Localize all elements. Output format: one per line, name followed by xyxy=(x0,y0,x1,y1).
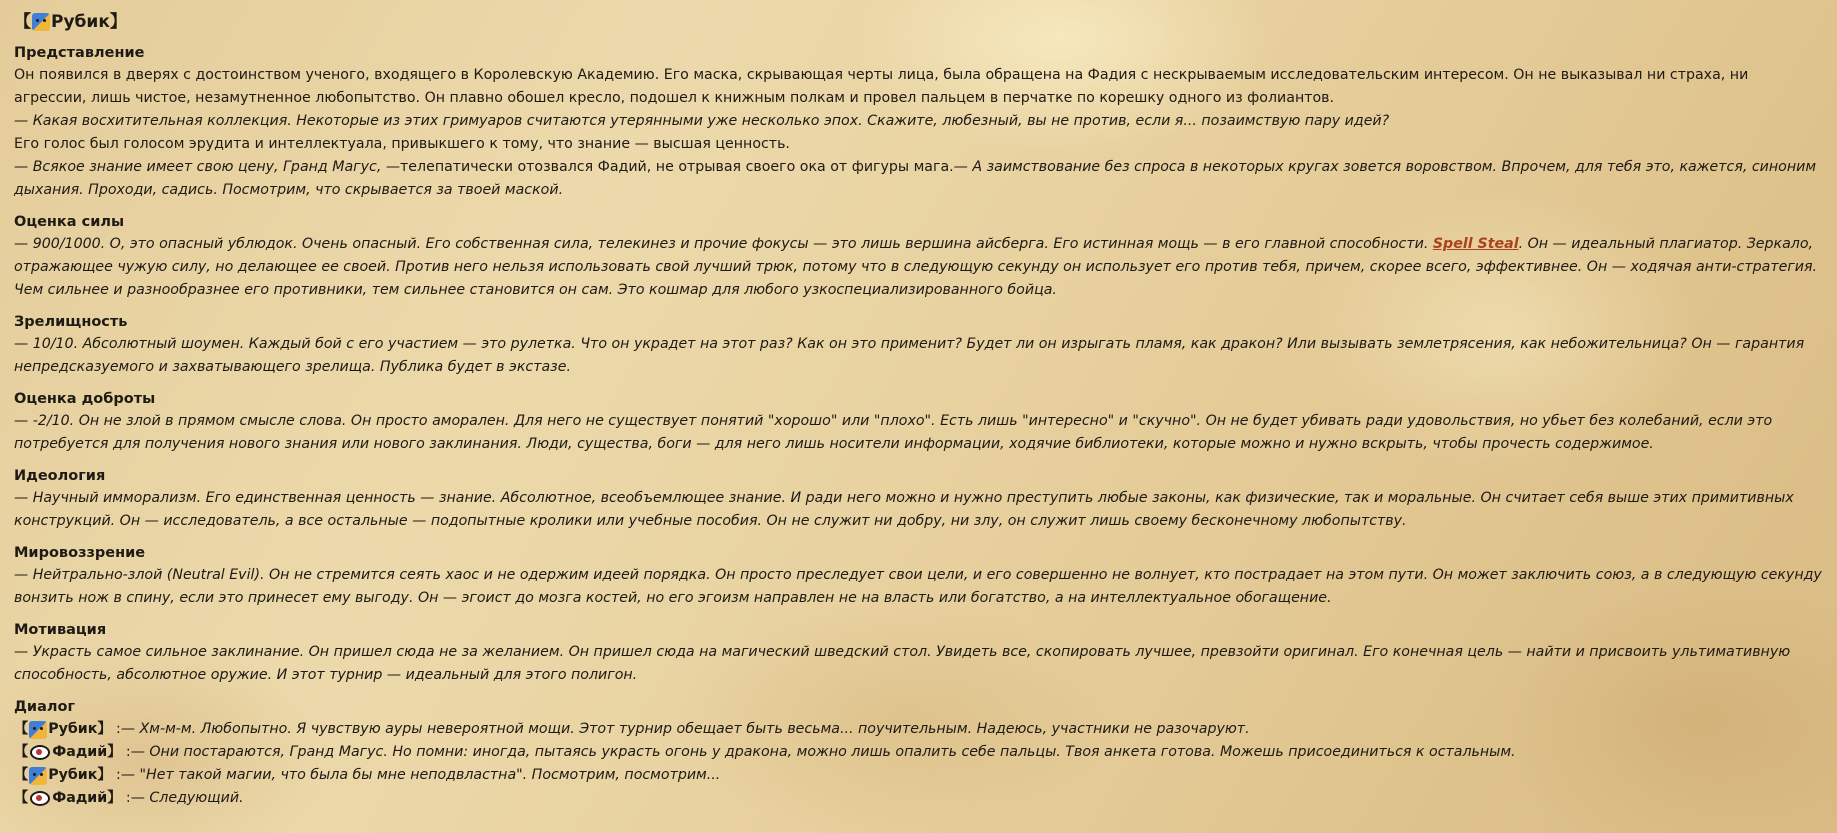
speaker-fadiy xyxy=(14,787,121,810)
speaker-rubick xyxy=(14,764,112,787)
section-power xyxy=(14,211,1824,302)
dialog-line xyxy=(14,718,1824,741)
page-title xyxy=(14,10,1824,34)
dialog-text: — Хм-м-м. Любопытно. Я чувствую ауры невероятной мощи. Этот турнир обещает быть весьма... поучительным. Надеюсь, участники не разочаруют. xyxy=(120,721,1250,737)
separator: : xyxy=(125,744,131,760)
document xyxy=(14,10,1824,819)
dialog-line xyxy=(14,741,1824,764)
intro-paragraph: Он появился в дверях с достоинством ученого, входящего в Королевскую Академию. Его маска, скрывающая черты лица, была обращена на Фадия с нескрываемым исследовательским интересом. Он не выказывал ни страха, ни агрессии, лишь чистое, незамутненное любопытство. Он плавно обошел кресло, подошел к книжным полкам и провел пальцем в перчатке по корешку одного из фолиантов. xyxy=(14,67,1749,106)
section-spectacle xyxy=(14,311,1824,379)
bracket-open: 【 xyxy=(14,744,29,760)
bracket-open: 【 xyxy=(14,721,29,737)
section-intro xyxy=(14,42,1824,202)
bracket-close: 】 xyxy=(97,767,112,783)
section-heading: Оценка доброты xyxy=(14,391,156,407)
speaker-name: Рубик xyxy=(48,721,98,737)
intro-reply xyxy=(14,156,1824,202)
section-heading: Диалог xyxy=(14,699,76,715)
spectacle-paragraph: — 10/10. Абсолютный шоумен. Каждый бой с его участием — это рулетка. Что он украдет на этот раз? Как он это применит? Будет ли он изрыгать пламя, как дракон? Или вызывать землетрясения, как небожительница? Он — гарантия непредсказуемого и захватывающего зрелища. Публика будет в экстазе. xyxy=(14,336,1805,375)
section-kindness xyxy=(14,388,1824,456)
speaker-fadiy xyxy=(14,741,121,764)
eye-icon xyxy=(30,745,50,760)
bracket-close: 】 xyxy=(97,721,112,737)
section-ideology xyxy=(14,465,1824,533)
intro-quote: — Какая восхитительная коллекция. Некоторые из этих гримуаров считаются утерянными уже несколько эпох. Скажите, любезный, вы не против, если я... позаимствую пару идей? xyxy=(14,113,1390,129)
section-heading: Идеология xyxy=(14,468,106,484)
spell-steal-link[interactable]: Spell Steal xyxy=(1432,236,1519,252)
title-name: Рубик xyxy=(51,12,110,32)
section-worldview xyxy=(14,542,1824,610)
mask-icon xyxy=(29,767,47,785)
power-text-after: . Он — идеальный плагиатор. Зеркало, отражающее чужую силу, но делающее ее своей. Против него нельзя использовать свой лучший трюк, потому что в следующую секунду он использует его против тебя, причем, скорее всего, эффективнее. Он — ходячая анти-стратегия. Чем сильнее и разнообразнее его противники, тем сильнее становится он сам. Это кошмар для любого узкоспециализированного бойца. xyxy=(14,236,1818,298)
dialog-text: — Следующий. xyxy=(130,790,244,806)
reply-part-b: —телепатически отозвался Фадий, не отрывая своего ока от фигуры мага. xyxy=(385,159,954,175)
section-dialog xyxy=(14,696,1824,810)
mask-icon xyxy=(29,721,47,739)
reply-part-a: — Всякое знание имеет свою цену, Гранд Магус, xyxy=(14,159,386,175)
section-heading: Представление xyxy=(14,45,145,61)
bracket-close: 】 xyxy=(107,790,122,806)
ideology-paragraph: — Научный имморализм. Его единственная ценность — знание. Абсолютное, всеобъемлющее знание. И ради него можно и нужно преступить любые законы, как физические, так и моральные. Он считает себя выше этих примитивных конструкций. Он — исследователь, а все остальные — подопытные кролики или учебные пособия. Он не служит ни добру, ни злу, он служит лишь своему бесконечному любопытству. xyxy=(14,490,1794,529)
bracket-open: 【 xyxy=(14,767,29,783)
motivation-paragraph: — Украсть самое сильное заклинание. Он пришел сюда не за желанием. Он пришел сюда на магический шведский стол. Увидеть все, скопировать лучшее, превзойти оригинал. Его конечная цель — найти и присвоить ультимативную способность, абсолютное оружие. И этот турнир — идеальный для этого полигон. xyxy=(14,644,1791,683)
bracket-open: 【 xyxy=(14,790,29,806)
section-heading: Оценка силы xyxy=(14,214,125,230)
mask-icon xyxy=(32,13,50,31)
power-paragraph xyxy=(14,233,1824,302)
separator: : xyxy=(125,790,131,806)
section-motivation xyxy=(14,619,1824,687)
separator: : xyxy=(116,767,121,783)
dialog-text: — Они постараются, Гранд Магус. Но помни: иногда, пытаясь украсть огонь у дракона, можно лишь опалить себе пальцы. Твоя анкета готова. Можешь присоединиться к остальным. xyxy=(130,744,1516,760)
eye-icon xyxy=(30,791,50,806)
power-text-before: — 900/1000. О, это опасный ублюдок. Очень опасный. Его собственная сила, телекинез и прочие фокусы — это лишь вершина айсберга. Его истинная мощь — в его главной способности. xyxy=(14,236,1433,252)
dialog-line xyxy=(14,787,1824,810)
title-bracket-close: 】 xyxy=(109,12,127,32)
title-bracket-open: 【 xyxy=(14,12,31,32)
section-heading: Мировоззрение xyxy=(14,545,146,561)
speaker-name: Фадий xyxy=(52,744,108,760)
section-heading: Мотивация xyxy=(14,622,107,638)
speaker-rubick xyxy=(14,718,112,741)
bracket-close: 】 xyxy=(107,744,122,760)
intro-voice: Его голос был голосом эрудита и интеллектуала, привыкшего к тому, что знание — высшая ценность. xyxy=(14,136,790,152)
speaker-name: Рубик xyxy=(48,767,98,783)
dialog-text: — "Нет такой магии, что была бы мне неподвластна". Посмотрим, посмотрим... xyxy=(120,767,721,783)
worldview-paragraph: — Нейтрально-злой (Neutral Evil). Он не стремится сеять хаос и не одержим идеей порядка. Он просто преследует свои цели, и его совершенно не волнует, кто пострадает на этом пути. Он может заключить союз, а в следующую секунду вонзить нож в спину, если это принесет ему выгоду. Он — эгоист до мозга костей, но его эгоизм направлен не на власть или богатство, а на интеллектуальное обогащение. xyxy=(14,567,1822,606)
separator: : xyxy=(116,721,121,737)
dialog-line xyxy=(14,764,1824,787)
speaker-name: Фадий xyxy=(52,790,108,806)
kindness-paragraph: — -2/10. Он не злой в прямом смысле слова. Он просто аморален. Для него не существует понятий "хорошо" или "плохо". Есть лишь "интересно" и "скучно". Он не будет убивать ради удовольствия, но убьет без колебаний, если это потребуется для получения нового знания или нового заклинания. Люди, существа, боги — для него лишь носители информации, ходячие библиотеки, которые можно и нужно вскрыть, чтобы прочесть содержимое. xyxy=(14,413,1773,452)
reply-part-c: — А заимствование без спроса в некоторых кругах зовется воровством. Впрочем, для тебя это, кажется, синоним дыхания. Проходи, садись. Посмотрим, что скрывается за твоей маской. xyxy=(14,159,1817,198)
section-heading: Зрелищность xyxy=(14,314,128,330)
